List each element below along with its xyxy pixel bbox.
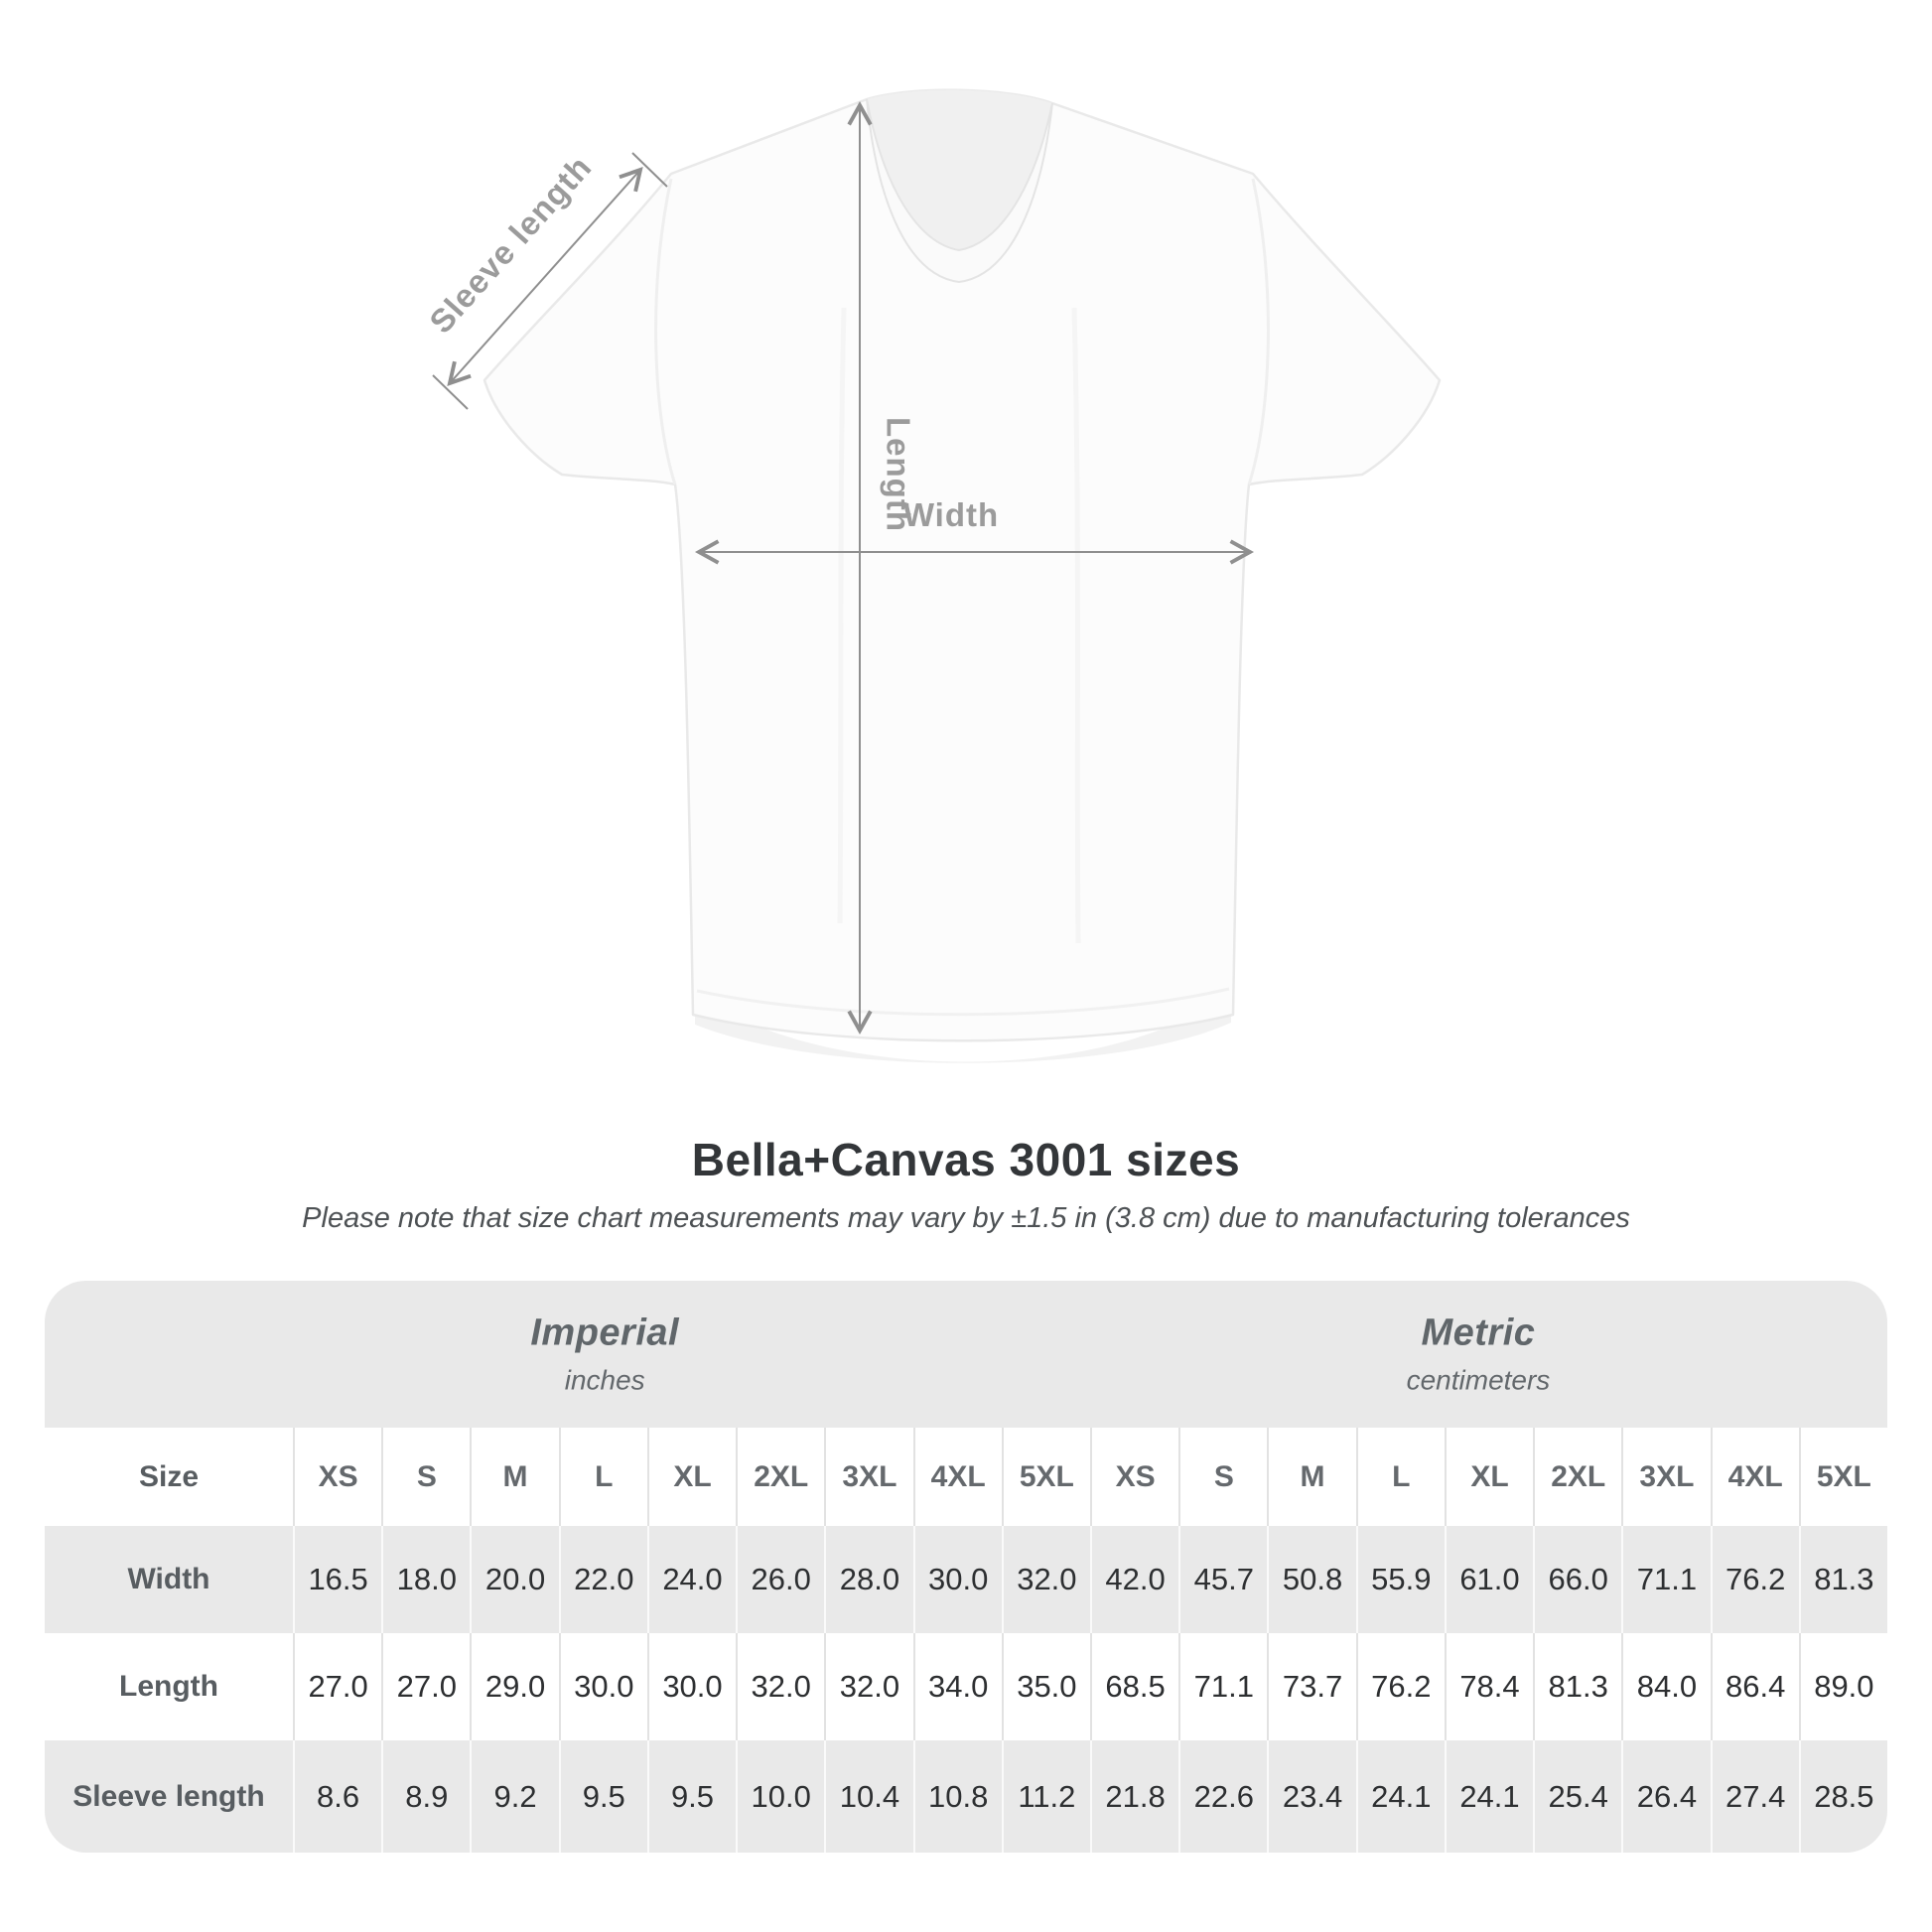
size-col-header-imperial-3xl: 3XL — [824, 1428, 912, 1526]
sleeve-metric-4xl: 27.4 — [1711, 1740, 1799, 1853]
size-col-header-metric-5xl: 5XL — [1799, 1428, 1887, 1526]
width-imperial-3xl: 28.0 — [824, 1526, 912, 1633]
sleeve-length-label: Sleeve length — [422, 148, 599, 341]
size-col-header-metric-s: S — [1178, 1428, 1267, 1526]
width-metric-s: 45.7 — [1178, 1526, 1267, 1633]
length-imperial-l: 30.0 — [559, 1633, 647, 1740]
table-row-length — [45, 1633, 1887, 1740]
sleeve-imperial-4xl: 10.8 — [913, 1740, 1002, 1853]
sleeve-metric-5xl: 28.5 — [1799, 1740, 1887, 1853]
row-label-length: Length — [119, 1670, 218, 1703]
width-metric-3xl: 71.1 — [1621, 1526, 1710, 1633]
size-header-row — [45, 1428, 1887, 1526]
size-chart-table — [45, 1281, 1887, 1853]
size-col-header-imperial-xl: XL — [647, 1428, 736, 1526]
sleeve-imperial-5xl: 11.2 — [1002, 1740, 1090, 1853]
length-metric-3xl: 84.0 — [1621, 1633, 1710, 1740]
metric-label: Metric — [1421, 1311, 1536, 1354]
metric-unit-header — [1407, 1312, 1551, 1397]
page-title: Bella+Canvas 3001 sizes — [691, 1134, 1241, 1185]
size-col-header-imperial-l: L — [559, 1428, 647, 1526]
size-col-header-metric-2xl: 2XL — [1533, 1428, 1621, 1526]
size-header-label: Size — [138, 1459, 200, 1493]
size-col-header-imperial-4xl: 4XL — [913, 1428, 1002, 1526]
size-col-header-metric-3xl: 3XL — [1621, 1428, 1710, 1526]
sleeve-imperial-s: 8.9 — [381, 1740, 470, 1853]
width-metric-xl: 61.0 — [1445, 1526, 1533, 1633]
sleeve-length-tick-bottom — [433, 375, 468, 409]
width-imperial-5xl: 32.0 — [1002, 1526, 1090, 1633]
length-label: Length — [880, 417, 917, 532]
size-col-header-metric-xs: XS — [1090, 1428, 1178, 1526]
row-label-width: Width — [127, 1563, 210, 1595]
page-subtitle: Please note that size chart measurements may vary by ±1.5 in (3.8 cm) due to manufacturing tolerances — [302, 1202, 1630, 1234]
width-metric-4xl: 76.2 — [1711, 1526, 1799, 1633]
length-metric-5xl: 89.0 — [1799, 1633, 1887, 1740]
sleeve-metric-2xl: 25.4 — [1533, 1740, 1621, 1853]
size-col-header-imperial-2xl: 2XL — [736, 1428, 824, 1526]
length-imperial-5xl: 35.0 — [1002, 1633, 1090, 1740]
width-label: Width — [902, 496, 1000, 533]
size-col-header-metric-4xl: 4XL — [1711, 1428, 1799, 1526]
sleeve-metric-m: 23.4 — [1267, 1740, 1355, 1853]
length-imperial-xs: 27.0 — [293, 1633, 381, 1740]
sleeve-imperial-3xl: 10.4 — [824, 1740, 912, 1853]
width-metric-m: 50.8 — [1267, 1526, 1355, 1633]
sleeve-metric-xl: 24.1 — [1445, 1740, 1533, 1853]
sleeve-imperial-xs: 8.6 — [293, 1740, 381, 1853]
size-col-header-metric-l: L — [1356, 1428, 1445, 1526]
length-metric-4xl: 86.4 — [1711, 1633, 1799, 1740]
length-metric-2xl: 81.3 — [1533, 1633, 1621, 1740]
width-imperial-xs: 16.5 — [293, 1526, 381, 1633]
length-metric-l: 76.2 — [1356, 1633, 1445, 1740]
size-col-header-metric-xl: XL — [1445, 1428, 1533, 1526]
width-imperial-l: 22.0 — [559, 1526, 647, 1633]
sleeve-metric-s: 22.6 — [1178, 1740, 1267, 1853]
length-imperial-3xl: 32.0 — [824, 1633, 912, 1740]
sleeve-metric-l: 24.1 — [1356, 1740, 1445, 1853]
length-imperial-s: 27.0 — [381, 1633, 470, 1740]
length-imperial-2xl: 32.0 — [736, 1633, 824, 1740]
width-metric-5xl: 81.3 — [1799, 1526, 1887, 1633]
sleeve-imperial-m: 9.2 — [470, 1740, 558, 1853]
width-imperial-s: 18.0 — [381, 1526, 470, 1633]
width-imperial-m: 20.0 — [470, 1526, 558, 1633]
size-col-header-metric-m: M — [1267, 1428, 1355, 1526]
length-imperial-xl: 30.0 — [647, 1633, 736, 1740]
width-metric-2xl: 66.0 — [1533, 1526, 1621, 1633]
size-col-header-imperial-m: M — [470, 1428, 558, 1526]
table-row-width — [45, 1526, 1887, 1633]
length-imperial-4xl: 34.0 — [913, 1633, 1002, 1740]
size-col-header-imperial-s: S — [381, 1428, 470, 1526]
length-metric-xs: 68.5 — [1090, 1633, 1178, 1740]
sleeve-metric-xs: 21.8 — [1090, 1740, 1178, 1853]
size-col-header-imperial-xs: XS — [293, 1428, 381, 1526]
size-col-header-imperial-5xl: 5XL — [1002, 1428, 1090, 1526]
length-metric-s: 71.1 — [1178, 1633, 1267, 1740]
imperial-sublabel: inches — [564, 1364, 645, 1396]
metric-sublabel: centimeters — [1406, 1364, 1551, 1396]
length-imperial-m: 29.0 — [470, 1633, 558, 1740]
sleeve-imperial-xl: 9.5 — [647, 1740, 736, 1853]
sleeve-imperial-2xl: 10.0 — [736, 1740, 824, 1853]
sleeve-length-tick-top — [632, 153, 667, 187]
imperial-label: Imperial — [530, 1311, 680, 1354]
length-metric-m: 73.7 — [1267, 1633, 1355, 1740]
width-imperial-2xl: 26.0 — [736, 1526, 824, 1633]
length-metric-xl: 78.4 — [1445, 1633, 1533, 1740]
width-metric-xs: 42.0 — [1090, 1526, 1178, 1633]
unit-header-band — [45, 1281, 1887, 1428]
table-row-sleeve-length — [45, 1740, 1887, 1853]
width-imperial-4xl: 30.0 — [913, 1526, 1002, 1633]
width-metric-l: 55.9 — [1356, 1526, 1445, 1633]
sleeve-imperial-l: 9.5 — [559, 1740, 647, 1853]
imperial-unit-header — [530, 1312, 679, 1397]
row-label-sleeve-length: Sleeve length — [72, 1779, 265, 1813]
width-imperial-xl: 24.0 — [647, 1526, 736, 1633]
sleeve-metric-3xl: 26.4 — [1621, 1740, 1710, 1853]
